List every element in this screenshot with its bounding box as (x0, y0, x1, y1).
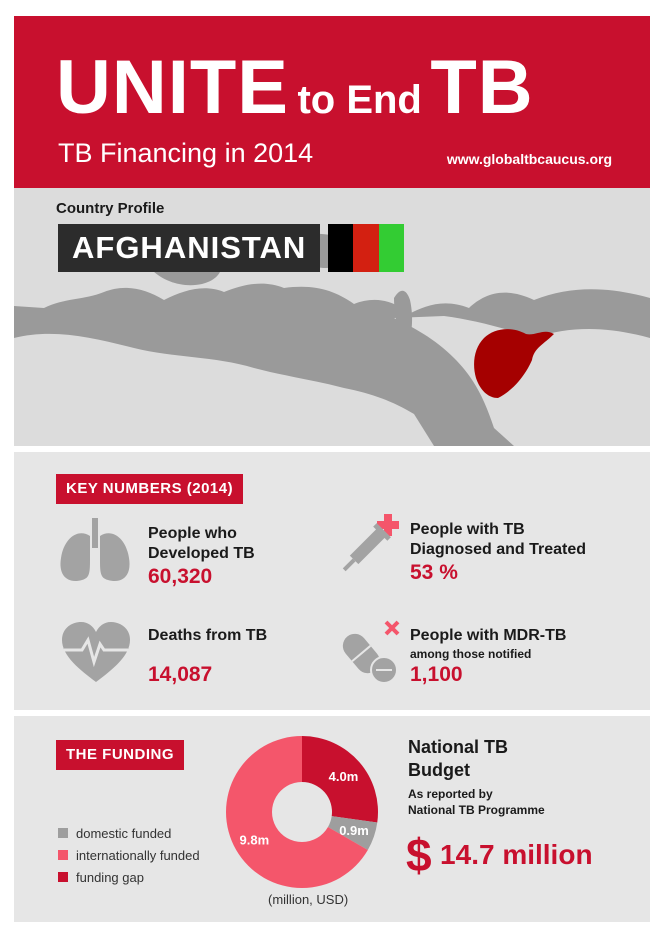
budget-title-line1: National TB (408, 737, 509, 757)
title-tb: TB (430, 45, 534, 130)
dollar-icon: $ (406, 829, 432, 881)
budget-amount-value: 14.7 million (440, 839, 593, 870)
stat-diagnosed (410, 520, 586, 586)
deaths-label: Deaths from TB (148, 627, 268, 644)
budget-title-line2: Budget (408, 760, 470, 780)
legend-label-domestic: domestic funded (76, 825, 172, 841)
budget-title (408, 736, 508, 782)
diagnosed-value: 53 % (410, 561, 458, 584)
heart-icon (60, 620, 132, 684)
flag-stripe-red (353, 224, 378, 272)
legend-swatch-gap (58, 872, 68, 882)
key-numbers-heading: KEY NUMBERS (2014) (56, 474, 243, 504)
donut-label-domestic-funded: 0.9m (339, 822, 369, 838)
map-panel (14, 188, 650, 446)
subtitle: TB Financing in 2014 (58, 138, 314, 168)
budget-source-line2: National TB Programme (408, 803, 545, 817)
stat-mdr (410, 626, 566, 688)
stat-developed (148, 524, 255, 590)
legend-label-international: internationally funded (76, 847, 200, 863)
stat-deaths (148, 626, 267, 688)
legend-swatch-domestic (58, 828, 68, 838)
funding-legend (58, 822, 200, 888)
title-to-end: to End (297, 78, 422, 122)
developed-label-line1: People who (148, 525, 237, 542)
pills-icon (336, 618, 406, 688)
budget-source (408, 786, 545, 818)
developed-value: 60,320 (148, 565, 213, 588)
mdr-sublabel: among those notified (410, 647, 532, 661)
country-name: AFGHANISTAN (58, 224, 320, 272)
lungs-icon (58, 518, 132, 586)
afghanistan-flag-icon (328, 224, 404, 272)
unit-note: (million, USD) (268, 892, 349, 907)
deaths-value: 14,087 (148, 663, 213, 686)
donut-label-funding-gap: 4.0m (328, 768, 359, 784)
budget-source-line1: As reported by (408, 787, 493, 801)
legend-item-international (58, 844, 200, 866)
header-banner (14, 16, 650, 188)
syringe-icon (340, 512, 402, 580)
legend-item-domestic (58, 822, 200, 844)
funding-heading: THE FUNDING (56, 740, 184, 770)
legend-item-gap (58, 866, 200, 888)
diagnosed-label-line2: Diagnosed and Treated (410, 541, 587, 558)
legend-swatch-international (58, 850, 68, 860)
mdr-label: People with MDR-TB (410, 627, 567, 644)
developed-label-line2: Developed TB (148, 545, 255, 562)
diagnosed-label-line1: People with TB (410, 521, 525, 538)
funding-donut-chart (224, 734, 380, 890)
flag-stripe-green (379, 224, 404, 272)
website-link[interactable]: www.globaltbcaucus.org (446, 151, 612, 167)
budget-amount (406, 828, 593, 882)
country-profile-label: Country Profile (56, 200, 165, 217)
legend-label-gap: funding gap (76, 869, 144, 885)
main-title (56, 45, 534, 130)
mdr-value: 1,100 (410, 663, 463, 686)
key-numbers-section (14, 452, 650, 710)
flag-stripe-black (328, 224, 353, 272)
title-unite: UNITE (56, 45, 289, 130)
donut-label-internationally-funded: 9.8m (239, 832, 270, 848)
funding-section (14, 716, 650, 922)
